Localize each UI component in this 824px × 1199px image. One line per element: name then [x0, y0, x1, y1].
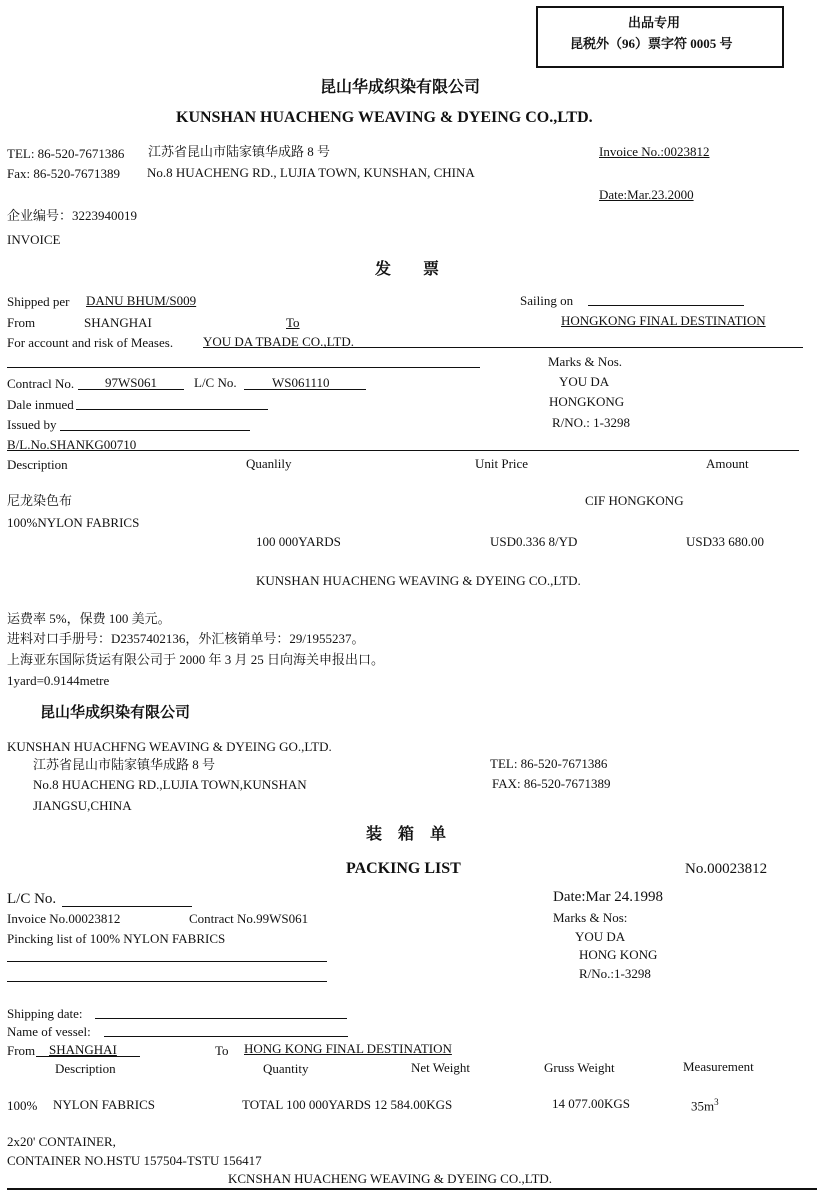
shipping-date-label: Shipping date: [7, 1006, 83, 1021]
note-freight: 运费率 5%，保费 100 美元。 [7, 611, 171, 626]
contract-line [78, 389, 184, 390]
date-issued-label: Dale inmued [7, 397, 74, 412]
contract-label: Contracl No. [7, 376, 75, 391]
packing-company-cn: 昆山华成织染有限公司 [40, 705, 191, 721]
packing-col-gross-weight: Gruss Weight [544, 1060, 615, 1075]
invoice-number: Invoice No.:0023812 [599, 144, 710, 159]
packing-col-net-weight: Net Weight [411, 1060, 471, 1075]
issued-by-line [60, 430, 250, 431]
bl-line [7, 450, 799, 451]
note-unit-conversion: 1yard=0.9144metre [7, 673, 110, 688]
invoice-marks-3: R/NO.: 1-3298 [552, 415, 630, 430]
packing-col-measurement: Measurement [683, 1059, 754, 1074]
packing-marks-2: HONG KONG [579, 947, 658, 962]
invoice-doc-label: INVOICE [7, 232, 61, 247]
packing-to-label: To [215, 1043, 229, 1058]
col-quantity: Quanlily [246, 456, 292, 471]
item-amount: USD33 680.00 [686, 534, 765, 549]
sailing-on-line [588, 305, 744, 306]
invoice-fax: Fax: 86-520-7671389 [7, 166, 121, 181]
invoice-tel: TEL: 86-520-7671386 [7, 146, 125, 161]
packing-company-en: KUNSHAN HUACHFNG WEAVING & DYEING GO.,LTD. [7, 739, 332, 754]
measurement-exponent: 3 [714, 1097, 719, 1107]
shipping-date-line [95, 1018, 347, 1019]
packing-to-value: HONG KONG FINAL DESTINATION [244, 1041, 452, 1056]
account-underline [203, 347, 803, 348]
blank-line-1 [7, 367, 480, 368]
packing-tel: TEL: 86-520-7671386 [490, 756, 608, 771]
packing-marks-1: YOU DA [575, 929, 626, 944]
packing-address-en: No.8 HUACHENG RD.,LUJIA TOWN,KUNSHAN [33, 777, 307, 792]
packing-date: Date:Mar 24.1998 [553, 889, 663, 905]
shipped-per-value: DANU BHUM/S009 [86, 293, 197, 308]
vessel-line [104, 1036, 348, 1037]
packing-blank-line-2 [7, 981, 327, 982]
to-label: To [286, 315, 300, 330]
packing-row-gross: 14 077.00KGS [552, 1096, 631, 1111]
shipped-per-label: Shipped per [7, 294, 70, 309]
from-value: SHANGHAI [84, 315, 152, 330]
invoice-marks-label: Marks & Nos. [548, 354, 623, 369]
packing-fax: FAX: 86-520-7671389 [492, 776, 611, 791]
packing-marks-label: Marks & Nos: [553, 910, 628, 925]
packing-row-percent: 100% [7, 1098, 38, 1113]
packing-lc-label: L/C No. [7, 891, 57, 907]
packing-title-cn: 装 箱 单 [366, 826, 447, 843]
packing-lc-line [62, 906, 192, 907]
container-numbers: CONTAINER NO.HSTU 157504-TSTU 156417 [7, 1153, 262, 1168]
date-issued-line [76, 409, 268, 410]
packing-row-measurement [691, 1098, 719, 1112]
invoice-marks-2: HONGKONG [549, 394, 625, 409]
item-unit-price: USD0.336 8/YD [490, 534, 578, 549]
invoice-address-en: No.8 HUACHENG RD., LUJIA TOWN, KUNSHAN, CHINA [147, 165, 475, 180]
packing-footer-company: KCNSHAN HUACHENG WEAVING & DYEING CO.,LTD. [228, 1171, 553, 1186]
packing-invoice-no: Invoice No.00023812 [7, 911, 121, 926]
packing-marks-3: R/No.:1-3298 [579, 966, 651, 981]
vessel-label: Name of vessel: [7, 1024, 91, 1039]
packing-blank-line-1 [7, 961, 327, 962]
invoice-footer-company: KUNSHAN HUACHENG WEAVING & DYEING CO.,LTD. [256, 573, 581, 588]
issued-by-label: Issued by [7, 417, 57, 432]
item-name-en: 100%NYLON FABRICS [7, 515, 140, 530]
packing-col-quantity: Quantity [263, 1061, 309, 1076]
lc-value: WS061110 [272, 375, 330, 390]
packing-row-quantity-net: TOTAL 100 000YARDS 12 584.00KGS [242, 1097, 453, 1112]
measurement-value: 35m [691, 1098, 715, 1114]
packing-title-en: PACKING LIST [346, 860, 461, 877]
packing-row-description: NYLON FABRICS [53, 1097, 155, 1112]
note-handbook: 进料对口手册号：D2357402136，外汇核销单号：29/1955237。 [7, 631, 365, 646]
lc-line [244, 389, 366, 390]
col-amount: Amount [706, 456, 749, 471]
invoice-company-en: KUNSHAN HUACHENG WEAVING & DYEING CO.,LTD. [176, 109, 593, 126]
packing-from-line [36, 1056, 140, 1057]
trade-terms: CIF HONGKONG [585, 493, 684, 508]
col-unit-price: Unit Price [475, 456, 529, 471]
packing-from-label: From [7, 1043, 36, 1058]
account-risk-value: YOU DA TBADE CO.,LTD. [203, 334, 354, 349]
invoice-marks-1: YOU DA [559, 374, 610, 389]
packing-col-description: Description [55, 1061, 116, 1076]
col-description: Description [7, 457, 68, 472]
packing-province: JIANGSU,CHINA [33, 798, 132, 813]
packing-contract-no: Contract No.99WS061 [189, 911, 309, 926]
invoice-company-cn: 昆山华成织染有限公司 [320, 79, 481, 96]
invoice-title-cn: 发 票 [375, 261, 440, 278]
item-name-cn: 尼龙染色布 [7, 493, 73, 508]
to-value: HONGKONG FINAL DESTINATION [561, 313, 766, 328]
account-risk-label: For account and risk of Meases. [7, 335, 174, 350]
invoice-address-cn: 江苏省昆山市陆家镇华成路 8 号 [148, 144, 331, 159]
stamp-line-1: 出品专用 [628, 15, 681, 30]
packing-list-of: Pincking list of 100% NYLON FABRICS [7, 931, 226, 946]
from-label: From [7, 315, 36, 330]
lc-label: L/C No. [194, 375, 237, 390]
container-count: 2x20' CONTAINER, [7, 1134, 116, 1149]
stamp-line-2: 昆税外（96）票字符 0005 号 [570, 36, 733, 51]
note-customs: 上海亚东国际货运有限公司于 2000 年 3 月 25 日向海关申报出口。 [7, 652, 385, 667]
packing-number: No.00023812 [685, 861, 768, 877]
packing-address-cn: 江苏省昆山市陆家镇华成路 8 号 [33, 757, 216, 772]
packing-from-value: SHANGHAI [49, 1042, 117, 1057]
sailing-on-label: Sailing on [520, 293, 574, 308]
item-quantity: 100 000YARDS [256, 534, 341, 549]
enterprise-number: 企业编号：3223940019 [7, 208, 138, 223]
packing-bottom-line [7, 1188, 817, 1190]
bl-number: B/L.No.SHANKG00710 [7, 437, 137, 452]
invoice-date: Date:Mar.23.2000 [599, 187, 694, 202]
contract-value: 97WS061 [105, 375, 157, 390]
